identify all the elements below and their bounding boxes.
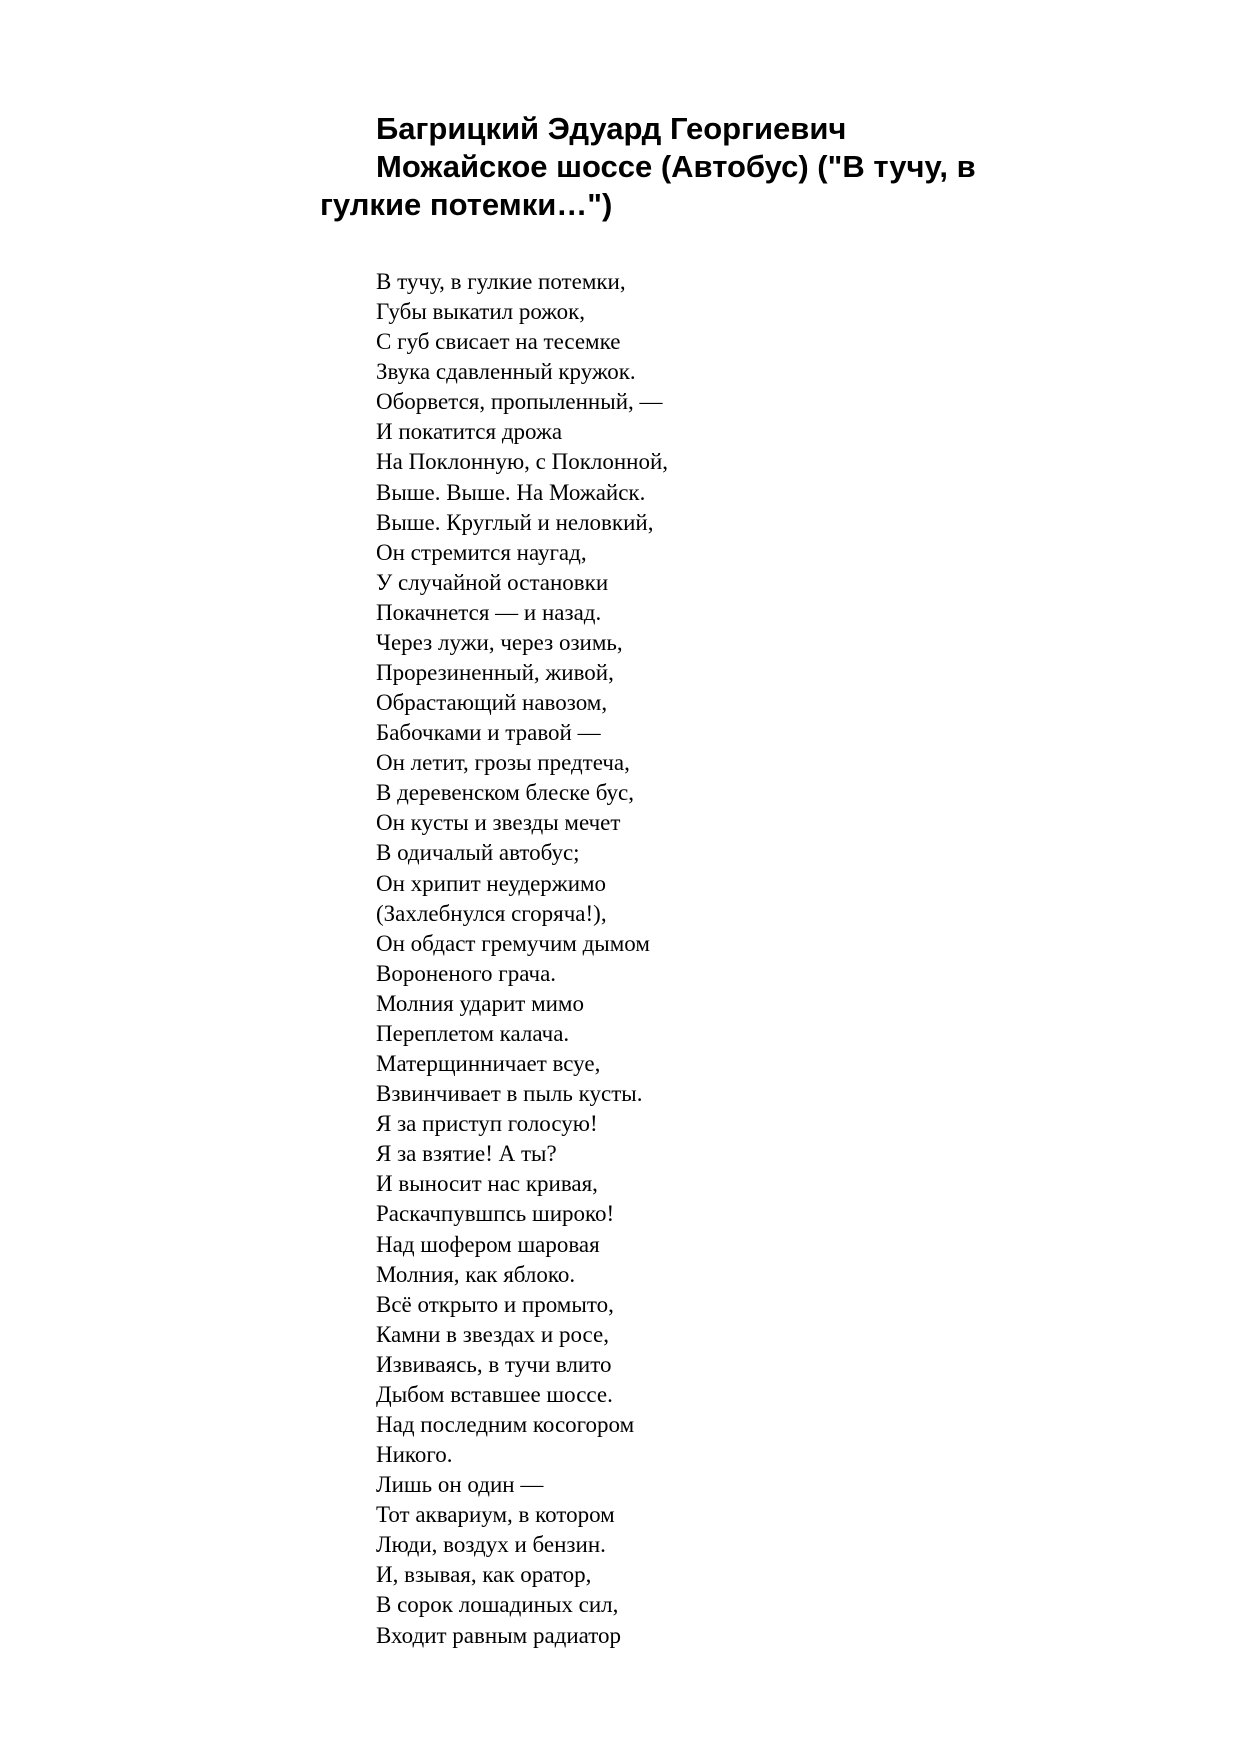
poem-title-line-1: Можайское шоссе (Автобус) ("В тучу, в xyxy=(376,149,976,184)
poem-line: Переплетом калача. xyxy=(376,1020,570,1046)
poem-body xyxy=(376,267,668,1651)
poem-line: В тучу, в гулкие потемки, xyxy=(376,269,626,294)
poem-title-line-2: гулкие потемки…") xyxy=(320,187,613,222)
poem-line: Прорезиненный, живой, xyxy=(376,660,614,686)
poem-line: Камни в звездах и росе, xyxy=(376,1321,609,1347)
poem-line: Тот аквариум, в котором xyxy=(376,1502,615,1528)
poem-line: Выше. Выше. На Можайск. xyxy=(376,479,646,505)
poem-line: Взвинчивает в пыль кусты. xyxy=(376,1081,643,1107)
poem-line: Звука сдавленный кружок. xyxy=(376,359,636,385)
poem-line: Над шофером шаровая xyxy=(376,1231,600,1257)
poem-line: Оборвется, пропыленный, — xyxy=(376,389,663,415)
poem-line: Матерщинничает всуе, xyxy=(376,1051,601,1077)
poem-line: В деревенском блеске бус, xyxy=(376,780,634,806)
poem-line: Он обдаст гремучим дымом xyxy=(376,930,650,956)
document-heading xyxy=(320,110,1040,224)
poem-line: И покатится дрожа xyxy=(376,419,563,445)
poem-line: В сорок лошадиных сил, xyxy=(376,1592,619,1618)
poem-line: Выше. Круглый и неловкий, xyxy=(376,509,654,535)
poem-line: Раскачпувшпсь широко! xyxy=(376,1201,615,1227)
poem-line: Всё открыто и промыто, xyxy=(376,1291,614,1317)
poem-line: Я за взятие! А ты? xyxy=(376,1141,557,1167)
poem-line: На Поклонную, с Поклонной, xyxy=(376,449,669,475)
poem-line: Молния, как яблоко. xyxy=(376,1261,576,1287)
poem-line: Люди, воздух и бензин. xyxy=(376,1532,606,1558)
poem-line: (Захлебнулся сгоряча!), xyxy=(376,900,607,926)
poem-line: Покачнется — и назад. xyxy=(376,599,602,625)
poem-line: Он кусты и звезды мечет xyxy=(376,810,621,836)
author-name: Багрицкий Эдуард Георгиевич xyxy=(376,111,847,146)
poem-line: Через лужи, через озимь, xyxy=(376,629,623,655)
poem-line: Вороненого грача. xyxy=(376,960,557,986)
poem-line: Над последним косогором xyxy=(376,1411,635,1437)
poem-line: Обрастающий навозом, xyxy=(376,690,608,716)
poem-line: Лишь он один — xyxy=(376,1472,544,1498)
poem-line: И выносит нас кривая, xyxy=(376,1171,598,1197)
poem-line: Дыбом вставшее шоссе. xyxy=(376,1381,613,1407)
poem-line: Я за приступ голосую! xyxy=(376,1111,598,1137)
poem-line: У случайной остановки xyxy=(376,569,609,595)
poem-line: И, взывая, как оратор, xyxy=(376,1562,592,1588)
poem-line: Никого. xyxy=(376,1442,453,1468)
poem-line: С губ свисает на тесемке xyxy=(376,329,621,355)
poem-line: Он стремится наугад, xyxy=(376,539,587,565)
poem-line: Входит равным радиатор xyxy=(376,1622,622,1648)
poem-line: Извиваясь, в тучи влито xyxy=(376,1351,612,1377)
poem-line: Молния ударит мимо xyxy=(376,990,584,1016)
poem-line: Он летит, грозы предтеча, xyxy=(376,750,630,776)
poem-line: Бабочками и травой — xyxy=(376,720,601,746)
poem-line: Он хрипит неудержимо xyxy=(376,870,607,896)
poem-line: Губы выкатил рожок, xyxy=(376,299,586,325)
poem-line: В одичалый автобус; xyxy=(376,840,580,866)
